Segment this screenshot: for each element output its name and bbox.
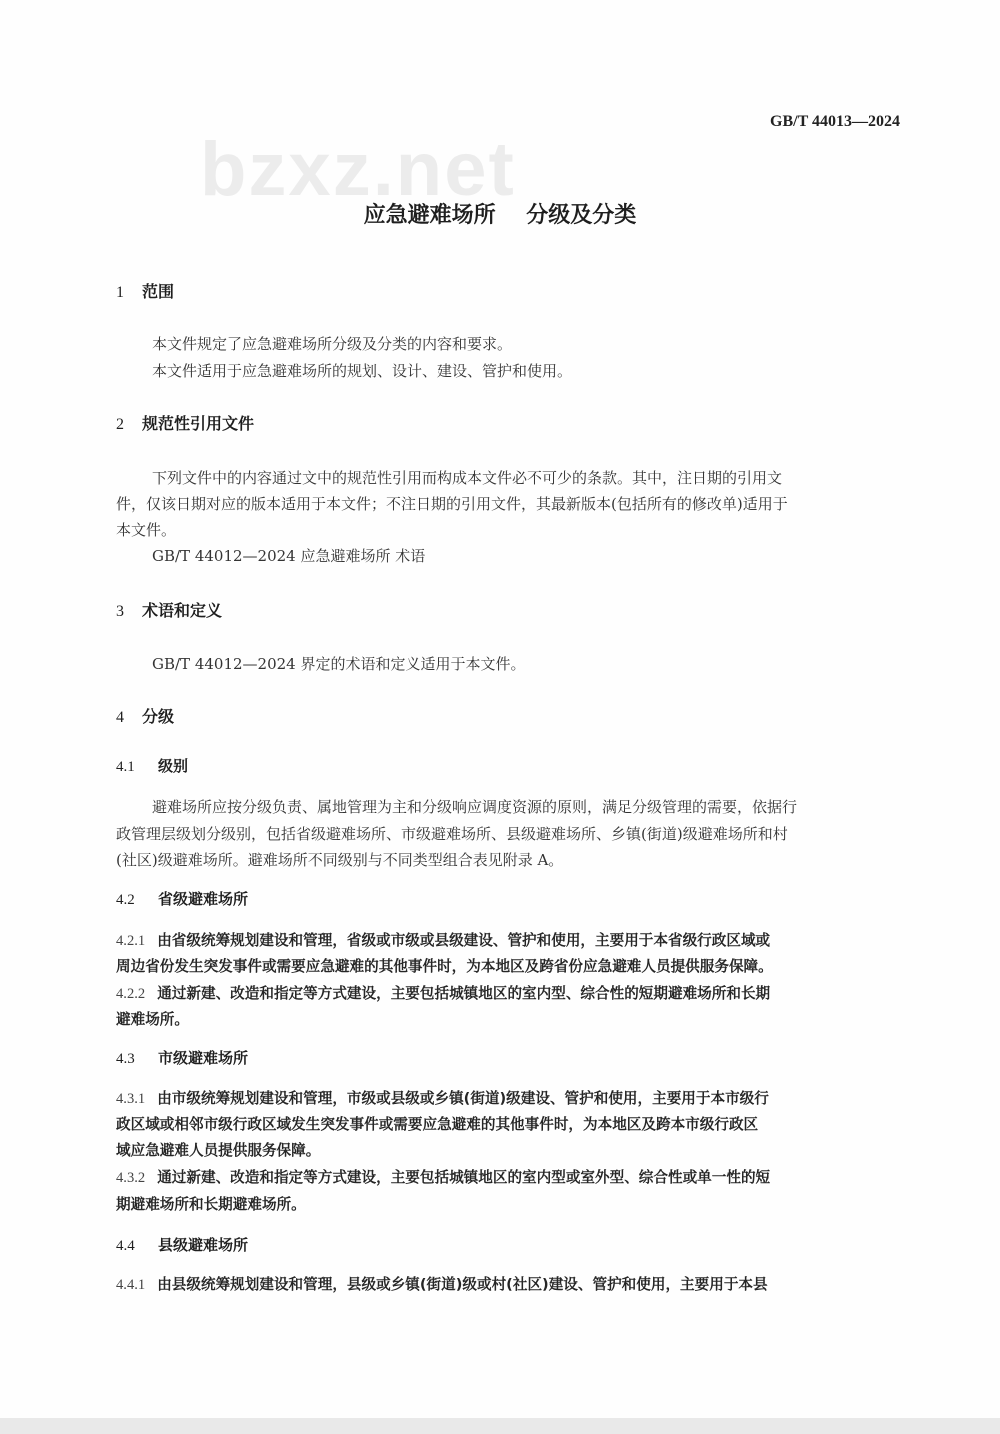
- heading-4-2: 4.2 省级避难场所: [116, 890, 249, 908]
- clause-4-2-1: 4.2.1 由省级统筹规划建设和管理，省级或市级或县级建设、管护和使用，主要用于本省级行政区域或: [116, 932, 771, 949]
- heading-normative-references: 2 规范性引用文件: [116, 414, 255, 433]
- clause-4-2-2: 4.2.2 通过新建、改造和指定等方式建设，主要包括城镇地区的室内型、综合性的短期避难场所和长期: [116, 985, 771, 1002]
- paragraph: 本文件适用于应急避难场所的规划、设计、建设、管护和使用。: [152, 362, 573, 380]
- clause-4-3-1: 4.3.1 由市级统筹规划建设和管理，市级或县级或乡镇(街道)级建设、管护和使用，主要用于本市级行: [116, 1090, 769, 1107]
- paragraph: 避难场所应按分级负责、属地管理为主和分级响应调度资源的原则，满足分级管理的需要，依据行: [152, 798, 798, 816]
- heading-terms: 3 术语和定义: [116, 601, 223, 620]
- paragraph: 下列文件中的内容通过文中的规范性引用而构成本文件必不可少的条款。其中，注日期的引用文: [152, 469, 783, 487]
- clause-text: 周边省份发生突发事件或需要应急避难的其他事件时，为本地区及跨省份应急避难人员提供服务保障。: [116, 958, 773, 975]
- clause-4-4-1: 4.4.1 由县级统筹规划建设和管理，县级或乡镇(街道)级或村(社区)建设、管护和使用，主要用于本县: [116, 1276, 768, 1293]
- standard-number: GB/T 44013—2024: [770, 113, 900, 130]
- paragraph: 政管理层级划分级别，包括省级避难场所、市级避难场所、县级避难场所、乡镇(街道)级避难场所和村: [116, 825, 788, 843]
- heading-4-1: 4.1 级别: [116, 757, 189, 775]
- clause-text: 避难场所。: [116, 1011, 189, 1028]
- clause-text: 域应急避难人员提供服务保障。: [116, 1142, 321, 1159]
- watermark-logo: bzxz.net: [200, 127, 516, 212]
- document-title: 应急避难场所 分级及分类: [363, 203, 637, 228]
- bottom-scroll-strip: [0, 1418, 1000, 1434]
- reference-entry: GB/T 44012—2024 应急避难场所 术语: [152, 547, 426, 565]
- heading-scope: 1 范围: [116, 282, 175, 301]
- paragraph: GB/T 44012—2024 界定的术语和定义适用于本文件。: [152, 655, 526, 673]
- heading-4-3: 4.3 市级避难场所: [116, 1049, 249, 1067]
- paragraph: 件，仅该日期对应的版本适用于本文件；不注日期的引用文件，其最新版本(包括所有的修改单)适用于: [116, 495, 788, 513]
- heading-4-4: 4.4 县级避难场所: [116, 1236, 249, 1254]
- paragraph: 本文件。: [116, 521, 177, 539]
- paragraph: (社区)级避难场所。避难场所不同级别与不同类型组合表见附录 A。: [116, 851, 564, 869]
- clause-4-3-2: 4.3.2 通过新建、改造和指定等方式建设，主要包括城镇地区的室内型或室外型、综合性或单一性的短: [116, 1169, 771, 1186]
- clause-text: 期避难场所和长期避难场所。: [116, 1196, 306, 1213]
- heading-classification: 4 分级: [116, 707, 175, 726]
- paragraph: 本文件规定了应急避难场所分级及分类的内容和要求。: [152, 335, 513, 353]
- clause-text: 政区域或相邻市级行政区域发生突发事件或需要应急避难的其他事件时，为本地区及跨本市级行政区: [116, 1116, 759, 1133]
